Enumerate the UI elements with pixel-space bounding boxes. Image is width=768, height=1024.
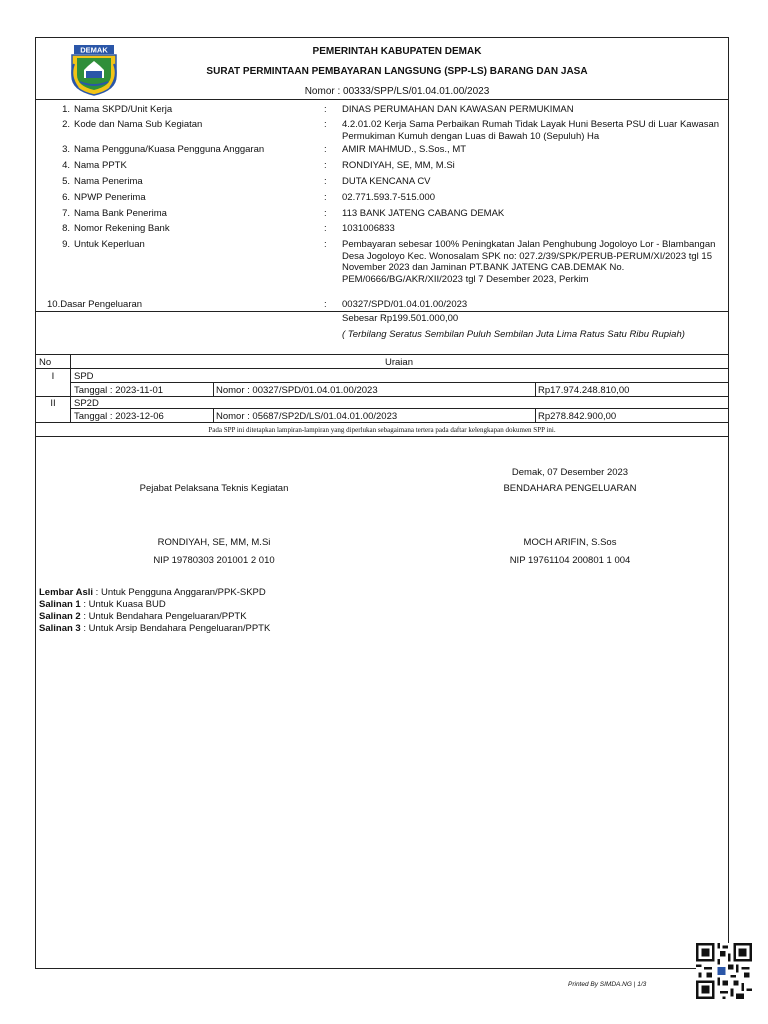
printed-by-footer: Printed By SIMDA.NG | 1/3 (568, 981, 647, 988)
item-colon: : (324, 104, 327, 115)
right-signer-nip: NIP 19761104 200801 1 004 (509, 555, 631, 566)
document-number: Nomor : 00333/SPP/LS/01.04.01.00/2023 (304, 86, 490, 97)
table-row-title: SP2D (74, 398, 99, 409)
table-row-no: II (50, 398, 56, 409)
government-title: PEMERINTAH KABUPATEN DEMAK (312, 46, 482, 57)
table-row-border (70, 408, 728, 409)
table-cell-divider (213, 408, 214, 422)
item-value: 4.2.01.02 Kerja Sama Perbaikan Rumah Tidak Layak Huni Beserta PSU di Luar Kawasan Permukiman Kumuh dengan Luas di Bawah 10 (Sepuluh) Ha (342, 119, 720, 142)
table-row-tanggal: Tanggal : 2023-12-06 (74, 411, 164, 422)
table-row-jumlah: Rp278.842.900,00 (538, 411, 617, 422)
left-signer-name: RONDIYAH, SE, MM, M.Si (157, 537, 271, 548)
item-number: 8. (62, 223, 70, 234)
item-value: AMIR MAHMUD., S.Sos., MT (342, 144, 467, 155)
item-value: 00327/SPD/01.04.01.00/2023 (342, 299, 468, 310)
item-number: 7. (62, 208, 70, 219)
table-head-uraian: Uraian (385, 357, 413, 368)
table-row-jumlah: Rp17.974.248.810,00 (538, 385, 630, 396)
table-row-nomor: Nomor : 00327/SPD/01.04.01.00/2023 (216, 385, 378, 396)
item-label: Nomor Rekening Bank (74, 223, 170, 234)
signature-date: Demak, 07 Desember 2023 (511, 467, 629, 478)
table-row-nomor: Nomor : 05687/SP2D/LS/01.04.01.00/2023 (216, 411, 398, 422)
item-number: 6. (62, 192, 70, 203)
item-colon: : (324, 119, 327, 130)
divider (36, 311, 728, 312)
item-label: Nama SKPD/Unit Kerja (74, 104, 173, 115)
item-value: 02.771.593.7-515.000 (342, 192, 435, 203)
item-label: Nama PPTK (74, 160, 127, 171)
item-number: 2. (62, 119, 70, 130)
divider (36, 436, 728, 437)
distribution-item: Salinan 3 : Untuk Arsip Bendahara Pengeluaran/PPTK (39, 623, 271, 634)
table-bottom-border (36, 422, 728, 423)
qr-code-icon (696, 943, 752, 999)
item-colon: : (324, 208, 327, 219)
right-signer-title: BENDAHARA PENGELUARAN (503, 483, 637, 494)
table-row-border (36, 396, 728, 397)
item-colon: : (324, 144, 327, 155)
table-cell-divider (213, 382, 214, 396)
left-signer-nip: NIP 19780303 201001 2 010 (153, 555, 275, 566)
table-row-border (70, 382, 728, 383)
item-colon: : (324, 160, 327, 171)
table-row-title: SPD (74, 371, 94, 382)
item-colon: : (324, 299, 327, 310)
table-cell-divider (535, 408, 536, 422)
item-value: DINAS PERUMAHAN DAN KAWASAN PERMUKIMAN (342, 104, 574, 115)
item-label: Nama Pengguna/Kuasa Pengguna Anggaran (74, 144, 265, 155)
table-row-tanggal: Tanggal : 2023-11-01 (74, 385, 164, 396)
table-top-border (36, 354, 728, 355)
item-label: NPWP Penerima (74, 192, 146, 203)
item-number: 4. (62, 160, 70, 171)
item-label: Untuk Keperluan (74, 239, 145, 250)
table-header-border (36, 368, 728, 369)
table-row-no: I (51, 371, 55, 382)
item-colon: : (324, 239, 327, 250)
item-number: 3. (62, 144, 70, 155)
item-colon: : (324, 176, 327, 187)
item-value: 113 BANK JATENG CABANG DEMAK (342, 208, 505, 219)
item-colon: : (324, 223, 327, 234)
item-value: DUTA KENCANA CV (342, 176, 431, 187)
amount-total: Sebesar Rp199.501.000,00 (342, 313, 459, 324)
amount-in-words: ( Terbilang Seratus Sembilan Puluh Sembilan Juta Lima Ratus Satu Ribu Rupiah) (342, 329, 685, 340)
item-value: Pembayaran sebesar 100% Peningkatan Jalan Penghubung Jogoloyo Lor - Blambangan Desa Jogoloyo Kec. Wonosalam SPK no: 027.2/39/SPK/PERUB-PERUM/XI/2023 tgl 15 November 2023 dan Jaminan PT.BANK JATENG CAB.DEMAK No. PEM/0666/BG/AKR/XII/2023 tgl 7 Desember 2023, Perkim (342, 239, 716, 285)
item-number: 9. (62, 239, 70, 250)
table-head-no: No (39, 357, 52, 368)
item-number: 1. (62, 104, 70, 115)
document-header (36, 38, 728, 100)
item-label: 10.Dasar Pengeluaran (47, 299, 143, 310)
attachment-note: Pada SPP ini ditetapkan lampiran-lampiran yang diperlukan sebagaimana tertera pada daftar kelengkapan dokumen SPP ini. (208, 426, 556, 434)
svg-text:DEMAK: DEMAK (80, 45, 108, 55)
distribution-item: Lembar Asli : Untuk Pengguna Anggaran/PPK-SKPD (39, 587, 266, 598)
document-title: SURAT PERMINTAAN PEMBAYARAN LANGSUNG (SPP-LS) BARANG DAN JASA (206, 66, 588, 77)
item-label: Nama Bank Penerima (74, 208, 167, 219)
item-value: 1031006833 (342, 223, 395, 234)
table-cell-divider (535, 382, 536, 396)
left-signer-title: Pejabat Pelaksana Teknis Kegiatan (139, 483, 289, 494)
item-colon: : (324, 192, 327, 203)
item-number: 5. (62, 176, 70, 187)
item-label: Nama Penerima (74, 176, 143, 187)
item-value: RONDIYAH, SE, MM, M.Si (342, 160, 455, 171)
right-signer-name: MOCH ARIFIN, S.Sos (523, 537, 617, 548)
document-frame (35, 37, 729, 969)
distribution-item: Salinan 1 : Untuk Kuasa BUD (39, 599, 166, 610)
distribution-item: Salinan 2 : Untuk Bendahara Pengeluaran/PPTK (39, 611, 247, 622)
item-label: Kode dan Nama Sub Kegiatan (74, 119, 203, 130)
